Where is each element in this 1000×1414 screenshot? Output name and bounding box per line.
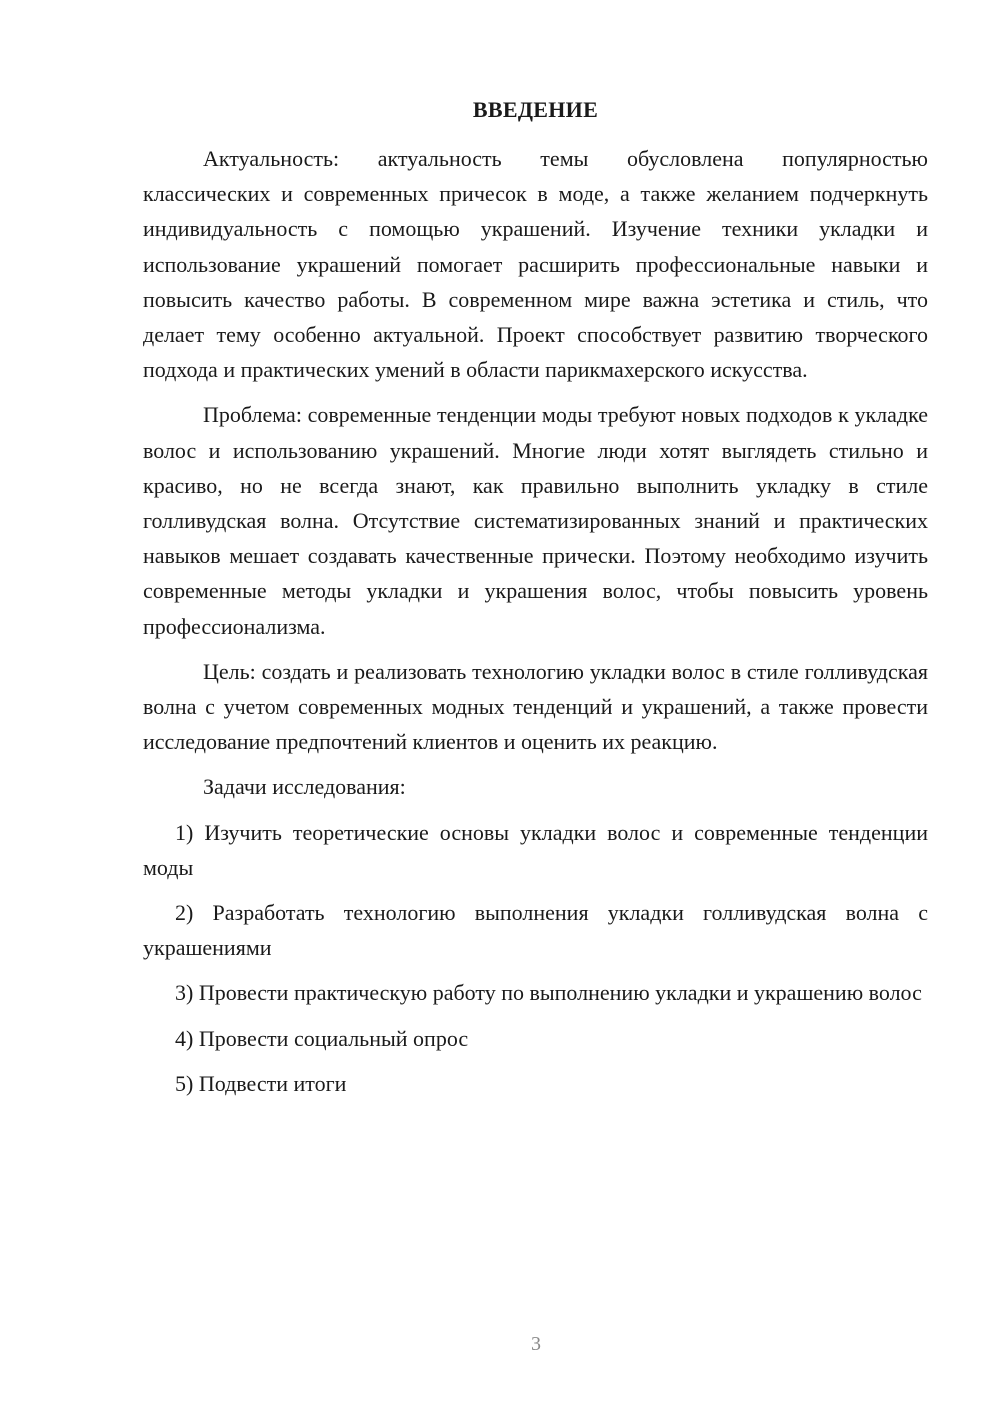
- page-title: ВВЕДЕНИЕ: [472, 97, 599, 122]
- paragraph-problem: Проблема: современные тенденции моды требуют новых подходов к укладке волос и использованию украшений. Многие люди хотят выглядеть стильно и красиво, но не всегда знают, как правильно выполнить укладку в стиле голливудская волна. Отсутствие систематизированных знаний и практических навыков мешает создавать качественные прически. Поэтому необходимо изучить современные методы укладки и украшения волос, чтобы повысить уровень профессионализма.: [143, 402, 928, 639]
- paragraph-relevance: Актуальность: актуальность темы обусловлена популярностью классических и современных причесок в моде, а также желанием подчеркнуть индивидуальность с помощью украшений. Изучение техники укладки и использование украшений помогает расширить профессиональные навыки и повысить качество работы. В современном мире важна эстетика и стиль, что делает тему особенно актуальной. Проект способствует развитию творческого подхода и практических умений в области парикмахерского искусства.: [143, 146, 928, 383]
- list-item: 3) Провести практическую работу по выполнению укладки и украшению волос: [175, 980, 922, 1006]
- paragraph-goal: Цель: создать и реализовать технологию укладки волос в стиле голливудская волна с учетом современных модных тенденций и украшений, а также провести исследование предпочтений клиентов и оценить их реакцию.: [143, 658, 928, 755]
- page-content: [143, 92, 928, 1111]
- list-item: 4) Провести социальный опрос: [175, 1025, 469, 1051]
- page-number: 3: [531, 1333, 541, 1355]
- list-item: 2) Разработать технологию выполнения укладки голливудская волна с украшениями: [143, 900, 928, 961]
- tasks-heading: Задачи исследования:: [203, 774, 406, 800]
- list-item: 5) Подвести итоги: [175, 1070, 347, 1096]
- list-item: 1) Изучить теоретические основы укладки волос и современные тенденции моды: [143, 819, 928, 880]
- tasks-list: [143, 815, 928, 1101]
